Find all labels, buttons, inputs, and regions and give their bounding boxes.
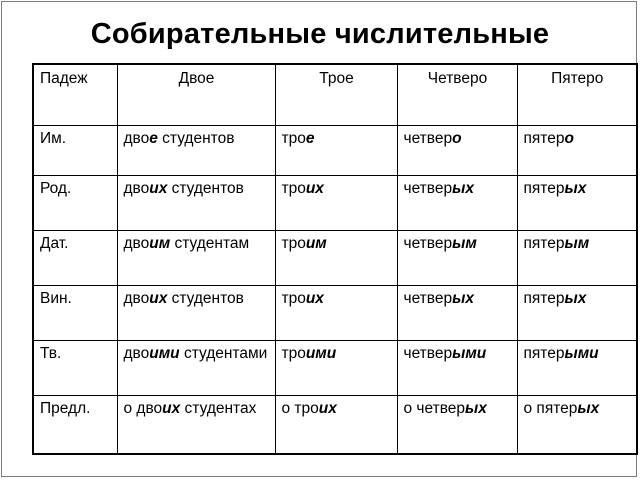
chetvero-cell	[397, 396, 517, 454]
stem: тро	[281, 345, 306, 362]
ending: ым	[452, 235, 477, 252]
stem: дво	[123, 130, 150, 147]
troe-cell	[275, 231, 397, 286]
chetvero-cell	[397, 176, 517, 231]
ending: их	[305, 180, 324, 197]
ending: ыми	[452, 345, 487, 362]
stem: о четвер	[403, 400, 466, 417]
stem: дво	[123, 345, 150, 362]
dvoe-cell	[117, 126, 275, 176]
stem: четвер	[403, 290, 453, 307]
stem: дво	[123, 180, 150, 197]
table-row	[33, 231, 637, 286]
ending: ых	[465, 400, 487, 417]
stem: пятер	[523, 345, 565, 362]
ending: им	[149, 235, 171, 252]
noun: студентов	[167, 180, 244, 197]
table-row	[33, 286, 637, 341]
ending: им	[305, 235, 327, 252]
stem: четвер	[403, 180, 453, 197]
ending: ых	[564, 180, 587, 197]
header-pyatero: Пятеро	[517, 64, 637, 126]
ending: их	[305, 290, 324, 307]
stem: о пятер	[523, 400, 578, 417]
chetvero-cell	[397, 286, 517, 341]
case-label: Род.	[33, 176, 117, 231]
table-row	[33, 126, 637, 176]
case-label: Вин.	[33, 286, 117, 341]
case-label: Тв.	[33, 341, 117, 396]
stem: дво	[123, 235, 150, 252]
ending: ыми	[564, 345, 599, 362]
collective-numerals-table	[32, 63, 638, 455]
troe-cell	[275, 396, 397, 454]
troe-cell	[275, 286, 397, 341]
pyatero-cell	[517, 396, 637, 454]
dvoe-cell	[117, 231, 275, 286]
pyatero-cell	[517, 286, 637, 341]
stem: четвер	[403, 235, 453, 252]
case-label: Им.	[33, 126, 117, 176]
table-row	[33, 341, 637, 396]
chetvero-cell	[397, 126, 517, 176]
ending: ых	[577, 400, 600, 417]
pyatero-cell	[517, 176, 637, 231]
pyatero-cell	[517, 341, 637, 396]
troe-cell	[275, 176, 397, 231]
stem: дво	[123, 290, 150, 307]
header-chetvero: Четверо	[397, 64, 517, 126]
stem: четвер	[403, 130, 453, 147]
ending: их	[162, 400, 181, 417]
ending: их	[318, 400, 337, 417]
stem: тро	[281, 290, 306, 307]
dvoe-cell	[117, 341, 275, 396]
stem: тро	[281, 235, 306, 252]
noun: студентах	[180, 400, 257, 417]
stem: о тро	[281, 400, 319, 417]
ending: о	[452, 130, 462, 147]
noun: студентами	[179, 345, 268, 362]
ending: ых	[452, 290, 474, 307]
table-row	[33, 396, 637, 454]
stem: пятер	[523, 180, 565, 197]
ending: ым	[564, 235, 590, 252]
header-troe: Трое	[275, 64, 397, 126]
header-case: Падеж	[33, 64, 117, 126]
header-row	[33, 64, 637, 126]
dvoe-cell	[117, 176, 275, 231]
ending: ых	[564, 290, 587, 307]
ending: ых	[452, 180, 474, 197]
troe-cell	[275, 126, 397, 176]
pyatero-cell	[517, 126, 637, 176]
case-label: Предл.	[33, 396, 117, 454]
stem: тро	[281, 180, 306, 197]
header-dvoe: Двое	[117, 64, 275, 126]
dvoe-cell	[117, 396, 275, 454]
ending: е	[149, 130, 158, 147]
stem: тро	[281, 130, 306, 147]
ending: ими	[305, 345, 337, 362]
stem: пятер	[523, 235, 565, 252]
ending: их	[149, 290, 168, 307]
ending: о	[564, 130, 574, 147]
table-row	[33, 176, 637, 231]
noun: студентов	[157, 130, 235, 147]
noun: студентов	[167, 290, 244, 307]
case-label: Дат.	[33, 231, 117, 286]
stem: пятер	[523, 130, 565, 147]
chetvero-cell	[397, 231, 517, 286]
stem: о дво	[123, 400, 163, 417]
chetvero-cell	[397, 341, 517, 396]
slide-title: Собирательные числительные	[90, 18, 550, 50]
ending: их	[149, 180, 168, 197]
troe-cell	[275, 341, 397, 396]
noun: студентам	[170, 235, 250, 252]
dvoe-cell	[117, 286, 275, 341]
ending: е	[305, 130, 315, 147]
stem: пятер	[523, 290, 565, 307]
pyatero-cell	[517, 231, 637, 286]
ending: ими	[149, 345, 180, 362]
stem: четвер	[403, 345, 453, 362]
